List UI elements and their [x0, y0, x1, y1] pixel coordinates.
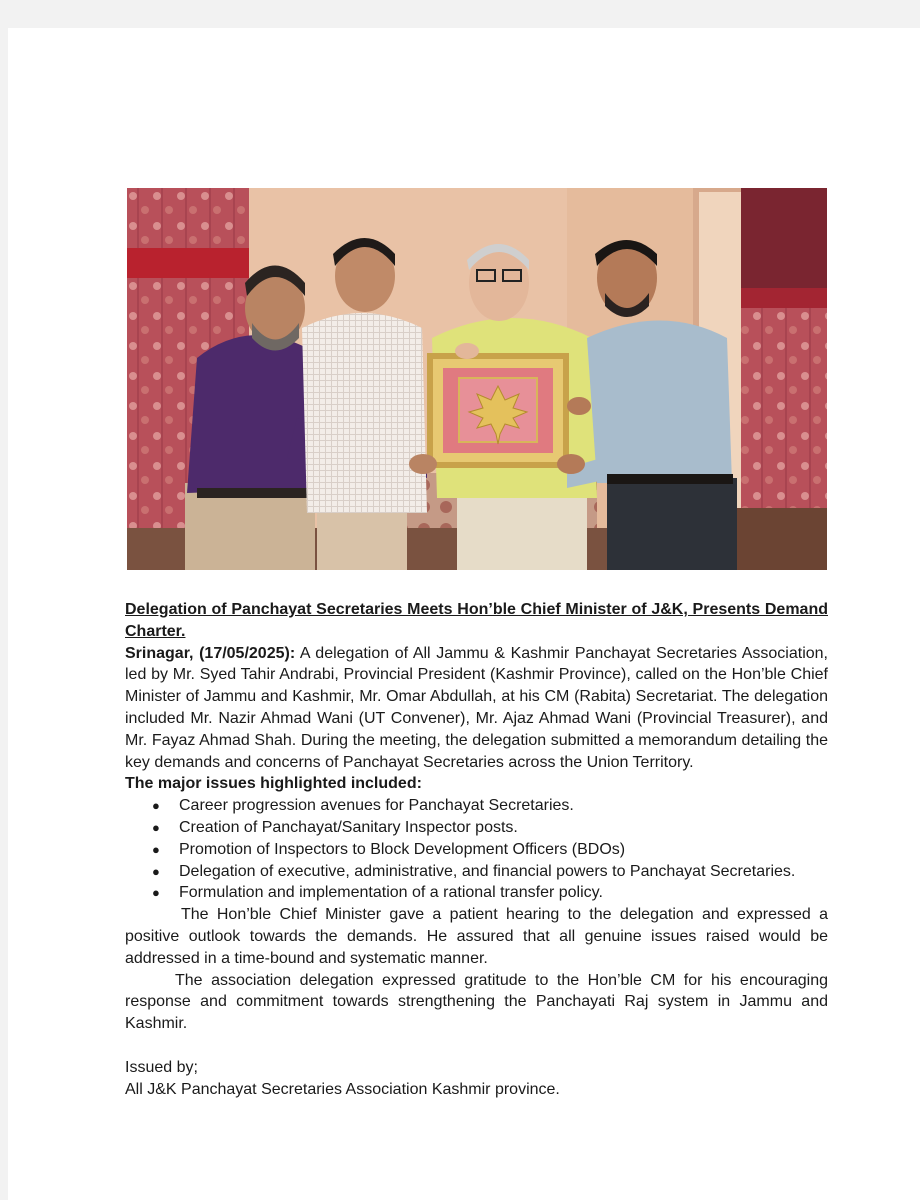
delegation-photo — [127, 188, 827, 570]
issue-text: Promotion of Inspectors to Block Development Officers (BDOs) — [179, 840, 626, 858]
list-item — [125, 882, 828, 904]
issue-text: Creation of Panchayat/Sanitary Inspector posts. — [179, 818, 518, 836]
intro-text: A delegation of All Jammu & Kashmir Panchayat Secretaries Association, led by Mr. Syed Tahir Andrabi, Provincial President (Kashmir Province), called on the Hon’ble Chief Minister of Jammu and Kashmir, Mr. Omar Abdullah, at his CM (Rabita) Secretariat. The delegation included Mr. Nazir Ahmad Wani (UT Convener), Mr. Ajaz Ahmad Wani (Provincial Treasurer), and Mr. Fayaz Ahmad Shah. During the meeting, the delegation submitted a memorandum detailing the key demands and concerns of Panchayat Secretaries across the Union Territory. — [125, 644, 829, 771]
list-item — [125, 861, 828, 883]
issue-text: Formulation and implementation of a rational transfer policy. — [179, 884, 603, 902]
bullet-icon: ● — [152, 841, 160, 857]
gratitude-paragraph: The association delegation expressed gratitude to the Hon’ble CM for his encouraging response and commitment towards strengthening the Panchayati Raj system in Jammu and Kashmir. — [125, 971, 828, 1033]
document-page — [8, 28, 920, 1200]
list-item — [125, 795, 828, 817]
bullet-icon: ● — [152, 798, 160, 814]
bullet-icon: ● — [152, 863, 160, 879]
issue-text: Career progression avenues for Panchayat Secretaries. — [179, 797, 574, 815]
issue-text: Delegation of executive, administrative, and financial powers to Panchayat Secretaries. — [179, 862, 796, 880]
issues-heading: The major issues highlighted included: — [125, 775, 422, 793]
intro-paragraph — [125, 643, 828, 774]
issued-by-organization: All J&K Panchayat Secretaries Association Kashmir province. — [125, 1080, 560, 1098]
response-paragraph: The Hon’ble Chief Minister gave a patient hearing to the delegation and expressed a positive outlook towards the demands. He assured that all genuine issues raised would be addressed in a time-bound and systematic manner. — [125, 906, 828, 967]
article-headline: Delegation of Panchayat Secretaries Meets Hon’ble Chief Minister of J&K, Presents Demand Charter. — [125, 601, 828, 640]
issues-list — [125, 795, 828, 904]
photo-illustration — [127, 188, 827, 570]
blank-line — [125, 1035, 828, 1057]
issued-by-label: Issued by; — [125, 1058, 198, 1076]
bullet-icon: ● — [152, 885, 160, 901]
bullet-icon: ● — [152, 819, 160, 835]
dateline: Srinagar, (17/05/2025): — [125, 644, 296, 662]
framed-memento — [427, 353, 569, 468]
list-item — [125, 839, 828, 861]
list-item — [125, 817, 828, 839]
article-body — [125, 599, 828, 1100]
